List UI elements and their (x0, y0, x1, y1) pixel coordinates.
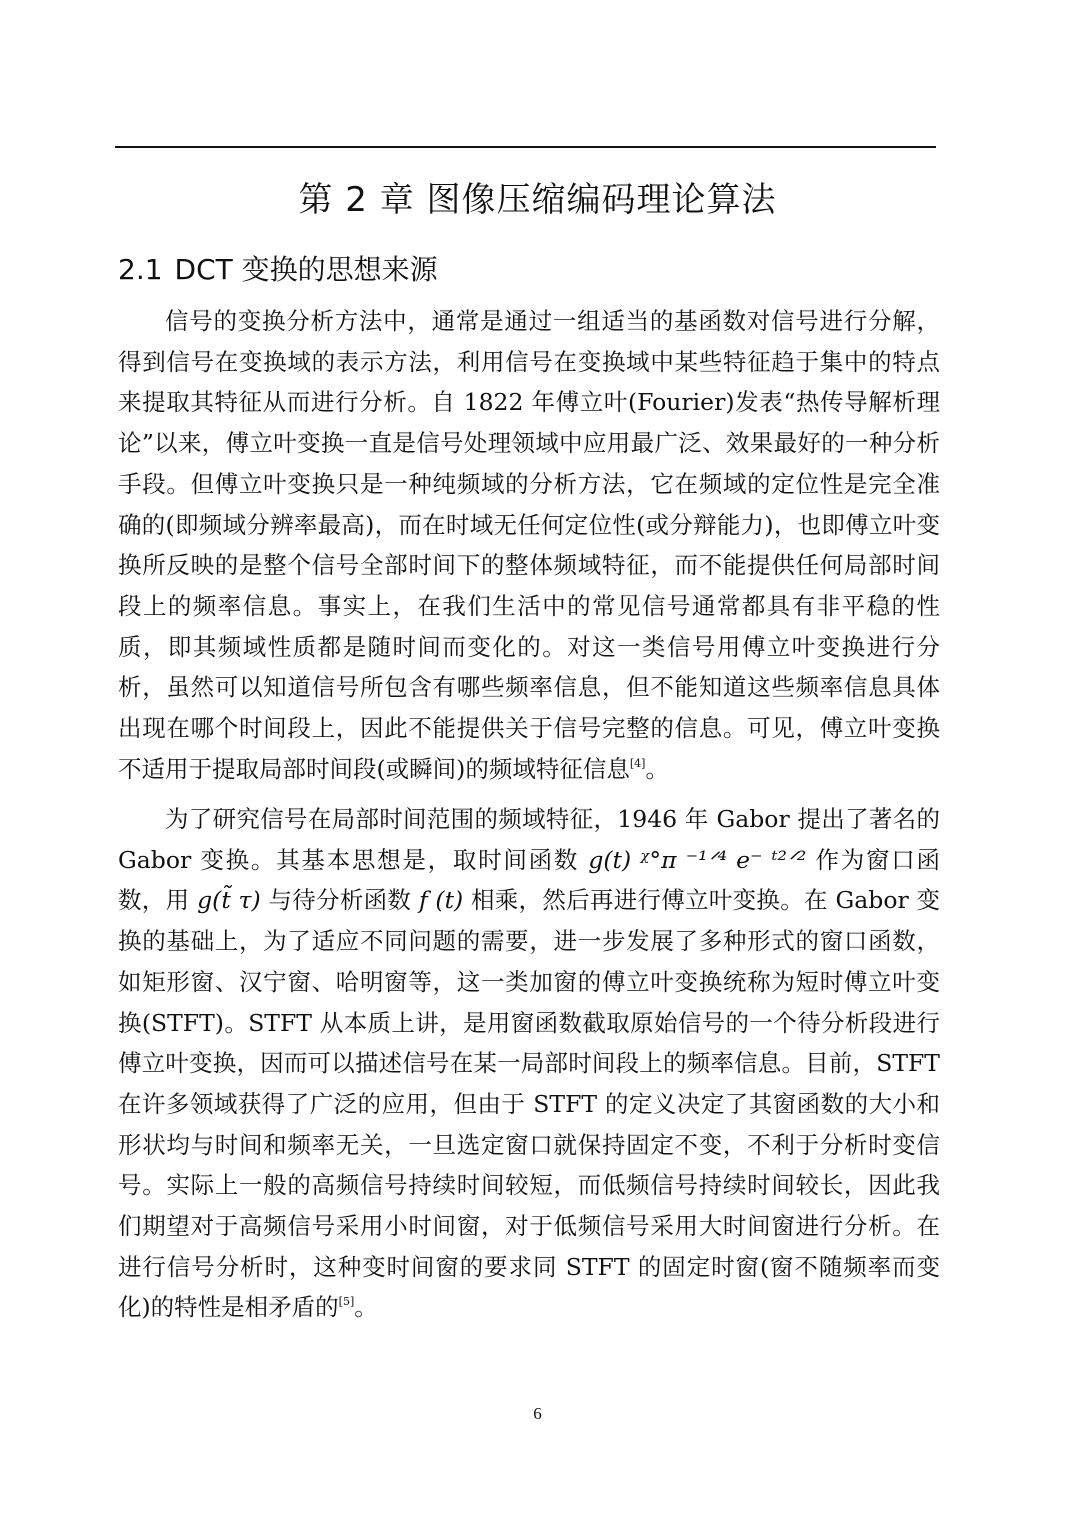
shifted-window-formula: g(t̃ τ) (197, 886, 261, 915)
paragraph-end: 。 (354, 1293, 378, 1322)
paragraph-text: 信号的变换分析方法中，通常是通过一组适当的基函数对信号进行分解，得到信号在变换域的表示方法，利用信号在变换域中某些特征趋于集中的特点来提取其特征从而进行分析。自 1822 年傅立叶(Fourier)发表“热传导解析理论”以来，傅立叶变换一直是信号处理领域中应用最广泛、效果最好的一种分析手段。但傅立叶变换只是一种纯频域的分析方法，它在频域的定位性是完全准确的(即频域分辨率最高)，而在时域无任何定位性(或分辩能力)，也即傅立叶变换所反映的是整个信号全部时间下的整体频域特征，而不能提供任何局部时间段上的频率信息。事实上，在我们生活中的常见信号通常都具有非平稳的性质，即其频域性质都是随时间而变化的。对这一类信号用傅立叶变换进行分析，虽然可以知道信号所包含有哪些频率信息，但不能知道这些频率信息具体出现在哪个时间段上，因此不能提供关于信号完整的信息。可见，傅立叶变换不适用于提取局部时间段(或瞬间)的频域特征信息 (118, 307, 940, 783)
citation: [4] (629, 756, 646, 770)
paragraph-end: 。 (645, 754, 669, 783)
paragraph-text: 作为窗口函数，用 (118, 845, 940, 915)
section-title: DCT 变换的思想来源 (174, 253, 438, 286)
section-number: 2.1 (118, 253, 163, 286)
gabor-window-formula: g(t) ᵡ°π ⁻¹ᐟ⁴ e⁻ ᵗ²ᐟ² (588, 845, 807, 874)
header-rule (115, 146, 936, 148)
chapter-title: 第 2 章 图像压缩编码理论算法 (298, 180, 777, 220)
page-number: 6 (533, 1404, 542, 1423)
paragraph-fourier (118, 301, 940, 789)
signal-function-formula: f (t) (418, 886, 464, 915)
paragraph-gabor (118, 799, 940, 1328)
paragraph-text: 与待分析函数 (268, 886, 412, 915)
citation: [5] (338, 1295, 355, 1309)
paragraph-text: 为了研究信号在局部时间范围的频域特征，1946 年 Gabor 提出了著名的 Gabor 变换。其基本思想是，取时间函数 (118, 805, 940, 874)
section-heading (118, 248, 438, 288)
paragraph-text: 相乘，然后再进行傅立叶变换。在 Gabor 变换的基础上，为了适应不同问题的需要，进一步发展了多种形式的窗口函数，如矩形窗、汉宁窗、哈明窗等，这一类加窗的傅立叶变换统称为短时傅立叶变换(STFT)。STFT 从本质上讲，是用窗函数截取原始信号的一个待分析段进行傅立叶变换，因而可以描述信号在某一局部时间段上的频率信息。目前，STFT 在许多领域获得了广泛的应用，但由于 STFT 的定义决定了其窗函数的大小和形状均与时间和频率无关，一旦选定窗口就保持固定不变，不利于分析时变信号。实际上一般的高频信号持续时间较短，而低频信号持续时间较长，因此我们期望对于高频信号采用小时间窗，对于低频信号采用大时间窗进行分析。在进行信号分析时，这种变时间窗的要求同 STFT 的固定时窗(窗不随频率而变化)的特性是相矛盾的 (118, 886, 940, 1322)
